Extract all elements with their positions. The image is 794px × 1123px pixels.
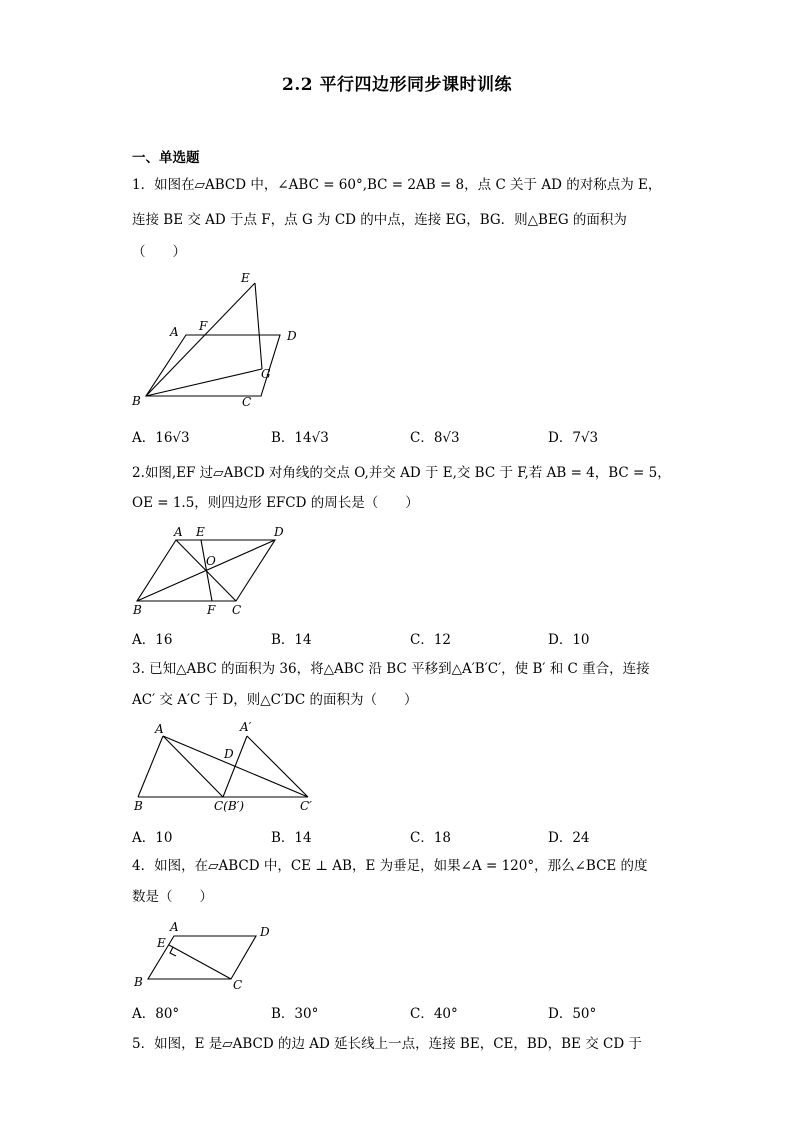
q1-label-C: C xyxy=(242,395,252,409)
q4-option-b[interactable]: B．30° xyxy=(271,1006,319,1022)
q3-label-D: D xyxy=(224,747,234,761)
q2-line-2: OE = 1.5，则四边形 EFCD 的周长是（ ） xyxy=(132,495,419,511)
q1-segment-EG xyxy=(255,283,262,369)
q2-segment-EF xyxy=(201,540,212,601)
section-heading: 一、单选题 xyxy=(132,150,200,166)
q1-options xyxy=(132,426,692,444)
q3-option-d[interactable]: D．24 xyxy=(548,830,590,846)
q4-segment-CE xyxy=(169,945,231,979)
q3-option-b[interactable]: B．14 xyxy=(271,830,312,846)
q1-label-G: G xyxy=(261,367,271,381)
q4-label-B: B xyxy=(134,975,143,989)
q3-label-B: B xyxy=(134,799,143,813)
q4-label-E: E xyxy=(157,936,166,950)
q1-label-F: F xyxy=(199,319,208,333)
q4-options xyxy=(132,1002,692,1020)
q1-option-a[interactable]: A．16√3 xyxy=(132,430,190,446)
q5-line-1: 5．如图，E 是▱ABCD 的边 AD 延长线上一点，连接 BE，CE，BD，BE 交 CD 于 xyxy=(132,1036,642,1052)
q3-label-C: C(B′) xyxy=(214,799,245,813)
q3-option-c[interactable]: C．18 xyxy=(410,830,452,846)
q4-label-A: A xyxy=(170,920,179,934)
q3-label-A: A xyxy=(155,722,164,736)
q1-line-1: 1．如图在▱ABCD 中，∠ABC = 60°,BC = 2AB = 8，点 C 关于 AD 的对称点为 E， xyxy=(132,177,662,193)
q2-option-c[interactable]: C．12 xyxy=(410,632,452,648)
q4-label-D: D xyxy=(260,925,270,939)
q1-option-b[interactable]: B．14√3 xyxy=(271,430,329,446)
q4-label-C: C xyxy=(233,978,243,992)
q1-option-d[interactable]: D．7√3 xyxy=(548,430,599,446)
q3-line-2: AC′ 交 A′C 于 D，则△C′DC 的面积为（ ） xyxy=(132,692,418,708)
q1-segment-BE xyxy=(146,283,255,396)
q2-options xyxy=(132,628,692,646)
q1-line-3: （ ） xyxy=(132,244,186,260)
q2-label-A: A xyxy=(174,525,183,539)
q2-label-B: B xyxy=(133,603,142,617)
q1-segment-BG xyxy=(146,369,262,396)
q3-option-a[interactable]: A．10 xyxy=(132,830,173,846)
q3-figure xyxy=(130,718,330,818)
q4-line-1: 4．如图，在▱ABCD 中，CE ⊥ AB，E 为垂足，如果∠A = 120°，那么∠BCE 的度 xyxy=(132,858,648,874)
q1-label-D: D xyxy=(287,329,297,343)
q4-figure xyxy=(130,918,280,993)
q3-segment-AC xyxy=(163,736,223,797)
q2-option-b[interactable]: B．14 xyxy=(271,632,312,648)
q4-option-c[interactable]: C．40° xyxy=(410,1006,458,1022)
q3-line-1: 3. 已知△ABC 的面积为 36，将△ABC 沿 BC 平移到△A′B′C′，使 B′ 和 C 重合，连接 xyxy=(132,661,650,677)
q1-option-c[interactable]: C．8√3 xyxy=(410,430,460,446)
q3-options xyxy=(132,826,692,844)
q2-label-O: O xyxy=(206,554,216,568)
q4-option-d[interactable]: D．50° xyxy=(548,1006,597,1022)
q2-label-D: D xyxy=(274,525,284,539)
q2-label-E: E xyxy=(196,525,205,539)
q2-option-d[interactable]: D．10 xyxy=(548,632,590,648)
q1-label-B: B xyxy=(132,394,141,408)
q3-segment-AC2 xyxy=(163,736,308,797)
q2-option-a[interactable]: A．16 xyxy=(132,632,173,648)
q1-label-A: A xyxy=(170,325,179,339)
q3-segment-A2C2 xyxy=(247,736,308,797)
q3-label-A2: A′ xyxy=(240,720,252,734)
q4-option-a[interactable]: A．80° xyxy=(132,1006,180,1022)
q1-line-2: 连接 BE 交 AD 于点 F，点 G 为 CD 的中点，连接 EG，BG．则△BEG 的面积为 xyxy=(132,212,627,228)
q3-label-C2: C′ xyxy=(300,799,312,813)
q1-figure xyxy=(130,268,300,413)
q4-line-2: 数是（ ） xyxy=(132,889,213,905)
q2-figure xyxy=(130,522,290,617)
q2-label-C: C xyxy=(232,603,242,617)
page-title: 2.2 平行四边形同步课时训练 xyxy=(282,75,512,95)
q2-line-1: 2.如图,EF 过▱ABCD 对角线的交点 O,并交 AD 于 E,交 BC 于 F,若 AB = 4，BC = 5， xyxy=(132,465,671,481)
q3-segment-AB xyxy=(138,736,163,797)
q1-label-E: E xyxy=(241,271,250,285)
q2-label-F: F xyxy=(207,603,216,617)
